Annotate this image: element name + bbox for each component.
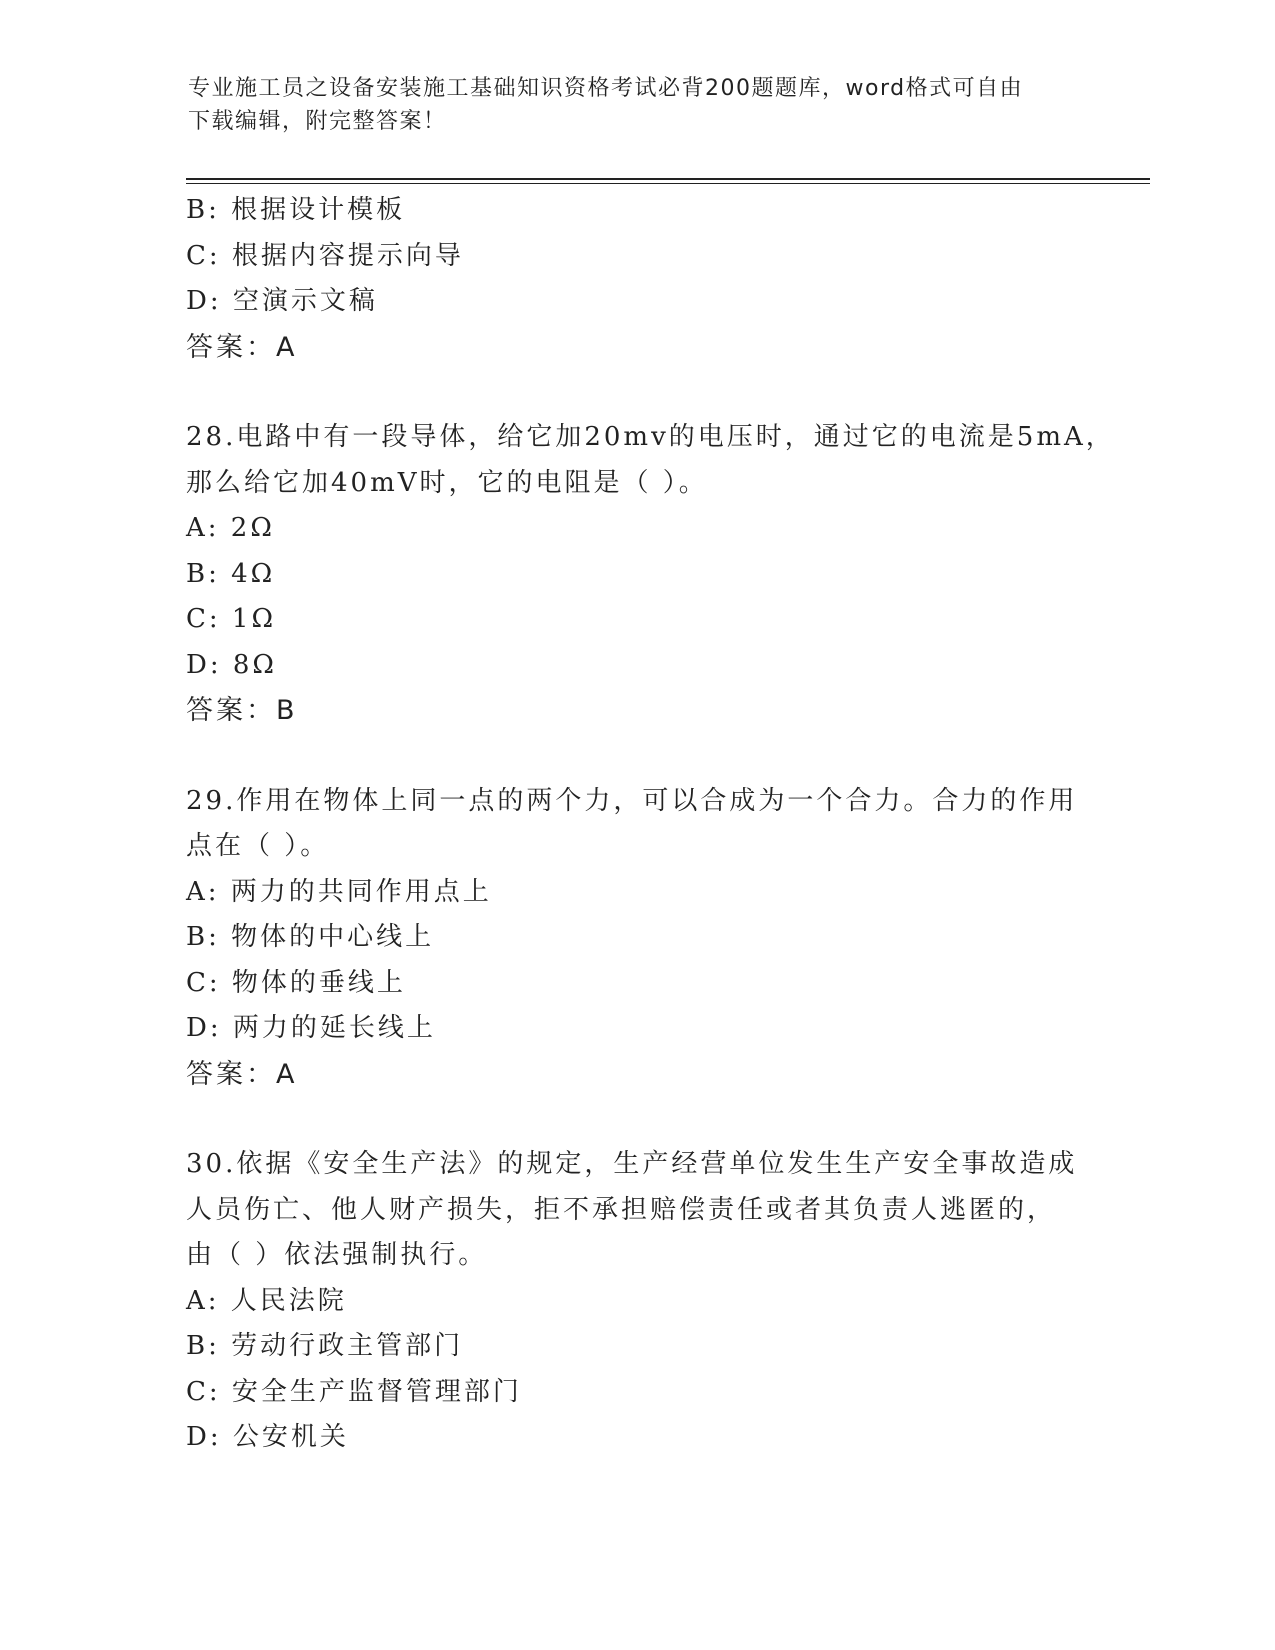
option-a: A: 人民法院: [186, 1285, 347, 1316]
question-text-line: 29.作用在物体上同一点的两个力，可以合成为一个合力。合力的作用: [186, 785, 1078, 816]
answer-line: 答案：A: [186, 1058, 298, 1090]
option-b: B: 根据设计模板: [186, 195, 406, 225]
question-text-line: 30.依据《安全生产法》的规定，生产经营单位发生生产安全事故造成: [186, 1149, 1078, 1179]
header-rule-thick: [186, 178, 1150, 180]
option-b: B: 物体的中心线上: [186, 922, 435, 952]
question-30: [186, 1142, 1086, 1461]
option-c: C: 1Ω: [186, 604, 277, 634]
option-a: A: 两力的共同作用点上: [186, 876, 492, 907]
option-d: D: 8Ω: [186, 649, 277, 680]
question-text-line: 点在（ ）。: [186, 831, 330, 861]
option-d: D: 空演示文稿: [186, 286, 378, 316]
header-rule-thin: [186, 183, 1150, 184]
header-line-1: 专业施工员之设备安装施工基础知识资格考试必背200题题库，word格式可自由: [188, 76, 1024, 101]
option-a: A: 2Ω: [186, 513, 275, 543]
option-d: D: 两力的延长线上: [186, 1013, 436, 1043]
question-list: [186, 188, 1115, 1461]
option-c: C: 安全生产监督管理部门: [186, 1376, 522, 1407]
question-28: [186, 415, 1115, 734]
option-c: C: 物体的垂线上: [186, 967, 406, 998]
question-text-line: 28.电路中有一段导体，给它加20mv的电压时，通过它的电流是5mA，: [186, 422, 1115, 452]
option-d: D: 公安机关: [186, 1422, 349, 1452]
option-c: C: 根据内容提示向导: [186, 240, 464, 271]
question-29: [186, 779, 1086, 1098]
question-text-line: 人员伤亡、他人财产损失，拒不承担赔偿责任或者其负责人逃匿的，: [186, 1194, 1057, 1225]
option-b: B: 4Ω: [186, 558, 276, 589]
option-b: B: 劳动行政主管部门: [186, 1331, 464, 1361]
question-text-line: 那么给它加40mV时，它的电阻是（ ）。: [186, 467, 708, 498]
page-header: [188, 72, 1068, 138]
question-27-continued: [186, 188, 1086, 370]
header-line-2: 下载编辑，附完整答案！: [188, 109, 447, 134]
question-text-line: 由（ ）依法强制执行。: [186, 1240, 488, 1270]
answer-line: 答案：A: [186, 331, 298, 363]
answer-line: 答案：B: [186, 695, 298, 726]
